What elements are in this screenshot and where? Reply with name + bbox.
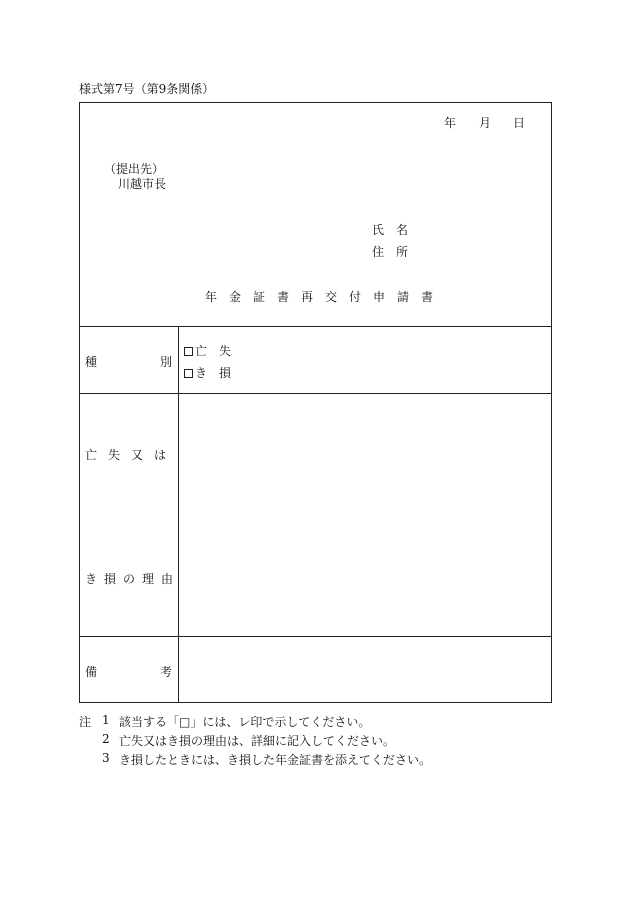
form-number: 様式第7号（第9条関係）	[79, 82, 215, 96]
remarks-label-left: 備	[85, 665, 98, 679]
note-3-text: き損したときには、き損した年金証書を添えてください。	[119, 753, 432, 767]
reason-input-area[interactable]	[180, 395, 550, 634]
divider-header	[79, 326, 552, 327]
divider-reason	[79, 636, 552, 637]
date-year-label: 年	[444, 116, 457, 130]
date-month-label: 月	[479, 116, 492, 130]
form-title: 年金証書再交付申請書	[205, 290, 446, 304]
note-2-text: 亡失又はき損の理由は、詳細に記入してください。	[119, 734, 396, 748]
type-option-damaged-label: き 損	[195, 366, 232, 380]
reason-label-bottom: き損の理由	[85, 572, 181, 586]
note-3-number: 3	[102, 751, 110, 765]
note-1-text: 該当する「□」には、レ印で示してください。	[119, 715, 371, 729]
remarks-label-right: 考	[160, 665, 173, 679]
type-label-right: 別	[160, 355, 173, 369]
notes-prefix: 注	[79, 715, 92, 729]
checkbox-lost[interactable]	[184, 347, 193, 356]
reason-label-top: 亡失又は	[85, 448, 178, 462]
submit-to-label: （提出先）	[104, 162, 165, 176]
type-option-damaged[interactable]	[184, 364, 231, 381]
date-day-label: 日	[513, 116, 526, 130]
note-2-number: 2	[102, 732, 110, 746]
column-divider	[178, 326, 179, 703]
note-1-number: 1	[102, 713, 110, 727]
remarks-input-area[interactable]	[180, 638, 550, 701]
type-label-left: 種	[85, 355, 98, 369]
checkbox-damaged[interactable]	[184, 369, 193, 378]
submit-to-name: 川越市長	[118, 177, 167, 191]
applicant-name-label: 氏 名	[372, 223, 409, 237]
type-option-lost[interactable]	[184, 342, 231, 359]
divider-type	[79, 393, 552, 394]
type-option-lost-label: 亡 失	[195, 344, 232, 358]
applicant-address-label: 住 所	[372, 245, 409, 259]
